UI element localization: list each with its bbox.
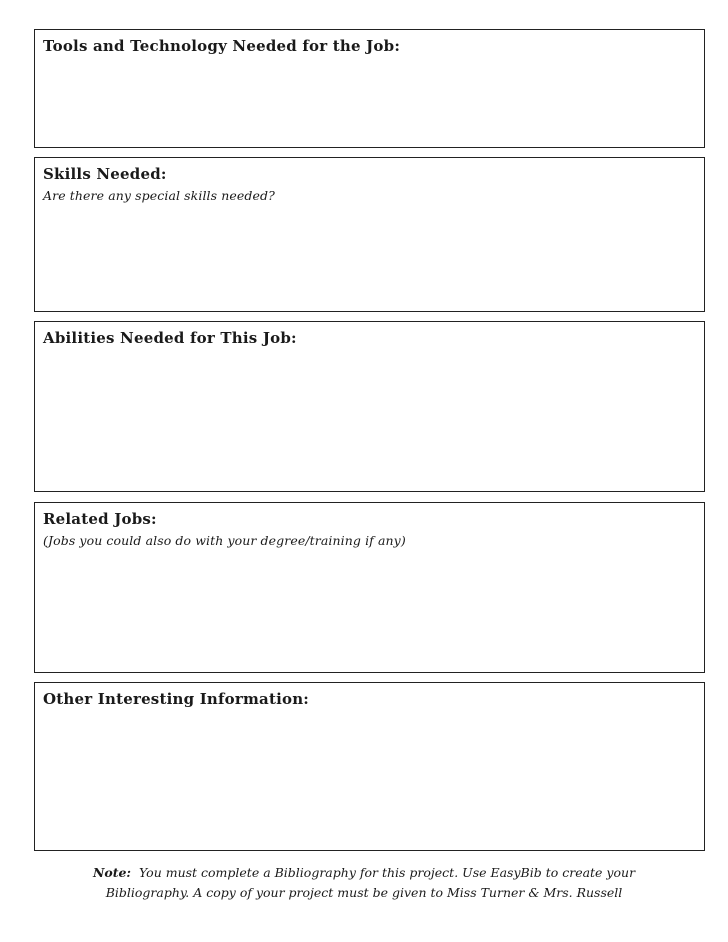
note-text-1: You must complete a Bibliography for this project. Use EasyBib to create your [139,865,636,880]
section-other-information [34,682,705,851]
note-label: Note: [92,865,132,880]
section-title: Abilities Needed for This Job: [43,329,297,347]
note-line-2: Bibliography. A copy of your project must be given to Miss Turner & Mrs. Russell [105,885,623,900]
section-title: Other Interesting Information: [43,690,310,708]
bibliography-note [0,863,728,903]
section-subtitle: Are there any special skills needed? [43,188,275,203]
section-abilities [34,321,705,492]
section-subtitle: (Jobs you could also do with your degree/training if any) [43,533,406,548]
section-related-jobs [34,502,705,673]
section-title: Skills Needed: [43,165,167,183]
section-tools-technology [34,29,705,148]
section-title: Tools and Technology Needed for the Job: [43,37,401,55]
note-line-1 [0,863,728,883]
section-skills [34,157,705,312]
section-title: Related Jobs: [43,510,157,528]
